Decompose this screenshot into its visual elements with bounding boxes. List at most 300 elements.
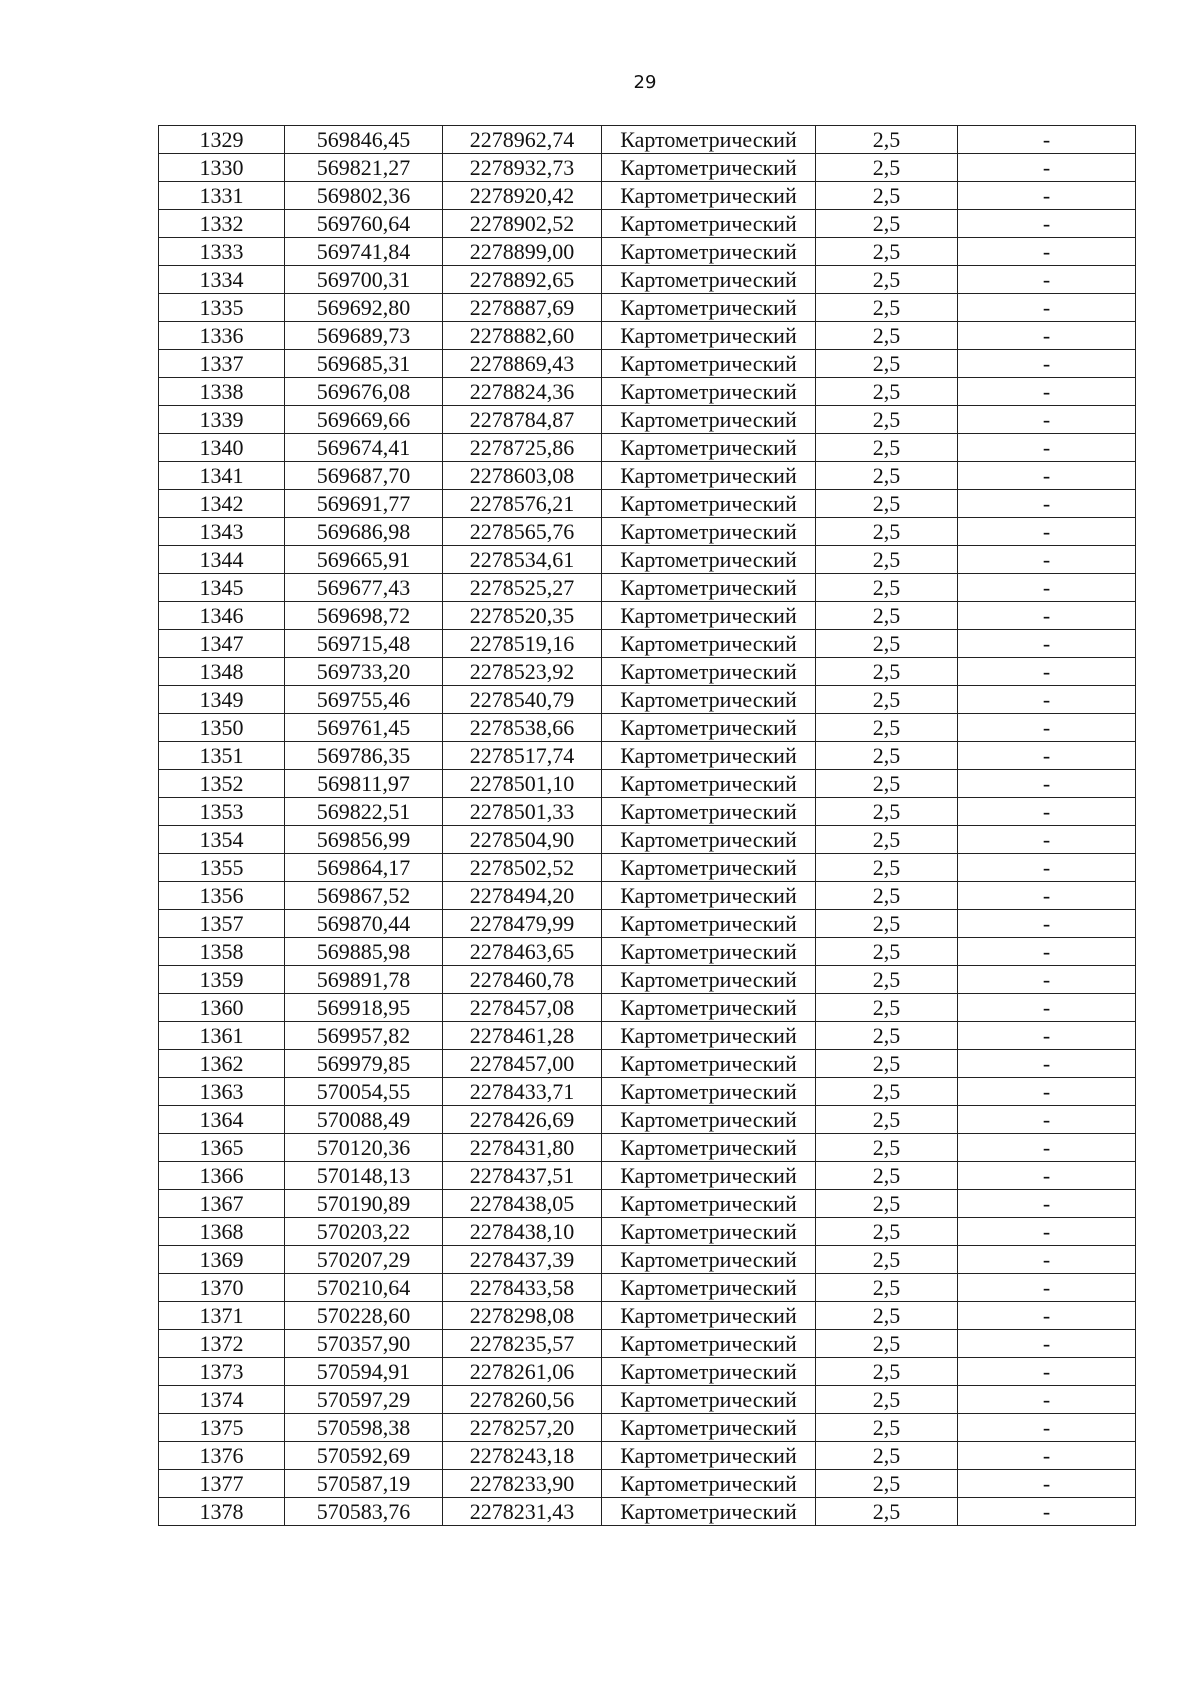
y-coordinate-cell: 2278438,10 [443, 1218, 602, 1246]
description-cell: - [958, 882, 1136, 910]
method-cell: Картометрический [602, 406, 816, 434]
accuracy-cell: 2,5 [816, 826, 958, 854]
table-row [159, 1050, 1136, 1078]
point-number-cell: 1371 [159, 1302, 285, 1330]
table-row [159, 266, 1136, 294]
table-row [159, 574, 1136, 602]
method-cell: Картометрический [602, 910, 816, 938]
x-coordinate-cell: 569979,85 [285, 1050, 443, 1078]
point-number-cell: 1366 [159, 1162, 285, 1190]
method-cell: Картометрический [602, 1330, 816, 1358]
table-row [159, 686, 1136, 714]
y-coordinate-cell: 2278437,51 [443, 1162, 602, 1190]
y-coordinate-cell: 2278899,00 [443, 238, 602, 266]
method-cell: Картометрический [602, 938, 816, 966]
x-coordinate-cell: 569891,78 [285, 966, 443, 994]
y-coordinate-cell: 2278603,08 [443, 462, 602, 490]
accuracy-cell: 2,5 [816, 1106, 958, 1134]
description-cell: - [958, 546, 1136, 574]
accuracy-cell: 2,5 [816, 742, 958, 770]
method-cell: Картометрический [602, 154, 816, 182]
y-coordinate-cell: 2278902,52 [443, 210, 602, 238]
table-row [159, 322, 1136, 350]
description-cell: - [958, 210, 1136, 238]
accuracy-cell: 2,5 [816, 1274, 958, 1302]
point-number-cell: 1377 [159, 1470, 285, 1498]
point-number-cell: 1351 [159, 742, 285, 770]
page-number: 29 [633, 72, 657, 93]
accuracy-cell: 2,5 [816, 798, 958, 826]
accuracy-cell: 2,5 [816, 378, 958, 406]
accuracy-cell: 2,5 [816, 602, 958, 630]
method-cell: Картометрический [602, 1134, 816, 1162]
accuracy-cell: 2,5 [816, 154, 958, 182]
table-row [159, 770, 1136, 798]
description-cell: - [958, 462, 1136, 490]
accuracy-cell: 2,5 [816, 1498, 958, 1526]
x-coordinate-cell: 569686,98 [285, 518, 443, 546]
description-cell: - [958, 350, 1136, 378]
y-coordinate-cell: 2278494,20 [443, 882, 602, 910]
x-coordinate-cell: 569674,41 [285, 434, 443, 462]
description-cell: - [958, 574, 1136, 602]
coordinates-table [158, 125, 1136, 1526]
accuracy-cell: 2,5 [816, 210, 958, 238]
point-number-cell: 1330 [159, 154, 285, 182]
point-number-cell: 1344 [159, 546, 285, 574]
method-cell: Картометрический [602, 602, 816, 630]
table-row [159, 1022, 1136, 1050]
point-number-cell: 1354 [159, 826, 285, 854]
table-row [159, 742, 1136, 770]
table-row [159, 154, 1136, 182]
description-cell: - [958, 910, 1136, 938]
y-coordinate-cell: 2278887,69 [443, 294, 602, 322]
method-cell: Картометрический [602, 182, 816, 210]
point-number-cell: 1341 [159, 462, 285, 490]
description-cell: - [958, 322, 1136, 350]
method-cell: Картометрический [602, 798, 816, 826]
point-number-cell: 1340 [159, 434, 285, 462]
method-cell: Картометрический [602, 686, 816, 714]
y-coordinate-cell: 2278437,39 [443, 1246, 602, 1274]
method-cell: Картометрический [602, 518, 816, 546]
accuracy-cell: 2,5 [816, 1414, 958, 1442]
table-row [159, 406, 1136, 434]
accuracy-cell: 2,5 [816, 294, 958, 322]
y-coordinate-cell: 2278460,78 [443, 966, 602, 994]
description-cell: - [958, 994, 1136, 1022]
accuracy-cell: 2,5 [816, 1218, 958, 1246]
x-coordinate-cell: 570594,91 [285, 1358, 443, 1386]
table-row [159, 434, 1136, 462]
description-cell: - [958, 798, 1136, 826]
point-number-cell: 1365 [159, 1134, 285, 1162]
method-cell: Картометрический [602, 1302, 816, 1330]
description-cell: - [958, 1302, 1136, 1330]
table-row [159, 798, 1136, 826]
method-cell: Картометрический [602, 238, 816, 266]
accuracy-cell: 2,5 [816, 714, 958, 742]
description-cell: - [958, 742, 1136, 770]
method-cell: Картометрический [602, 714, 816, 742]
x-coordinate-cell: 569715,48 [285, 630, 443, 658]
method-cell: Картометрический [602, 546, 816, 574]
table-row [159, 1246, 1136, 1274]
y-coordinate-cell: 2278519,16 [443, 630, 602, 658]
method-cell: Картометрический [602, 1078, 816, 1106]
method-cell: Картометрический [602, 1022, 816, 1050]
description-cell: - [958, 154, 1136, 182]
y-coordinate-cell: 2278517,74 [443, 742, 602, 770]
table-row [159, 518, 1136, 546]
point-number-cell: 1347 [159, 630, 285, 658]
method-cell: Картометрический [602, 1498, 816, 1526]
method-cell: Картометрический [602, 210, 816, 238]
point-number-cell: 1356 [159, 882, 285, 910]
point-number-cell: 1338 [159, 378, 285, 406]
y-coordinate-cell: 2278433,58 [443, 1274, 602, 1302]
description-cell: - [958, 1274, 1136, 1302]
y-coordinate-cell: 2278438,05 [443, 1190, 602, 1218]
y-coordinate-cell: 2278523,92 [443, 658, 602, 686]
x-coordinate-cell: 569957,82 [285, 1022, 443, 1050]
description-cell: - [958, 434, 1136, 462]
y-coordinate-cell: 2278231,43 [443, 1498, 602, 1526]
point-number-cell: 1378 [159, 1498, 285, 1526]
x-coordinate-cell: 569733,20 [285, 658, 443, 686]
table-row [159, 1106, 1136, 1134]
accuracy-cell: 2,5 [816, 1302, 958, 1330]
y-coordinate-cell: 2278525,27 [443, 574, 602, 602]
description-cell: - [958, 490, 1136, 518]
x-coordinate-cell: 570592,69 [285, 1442, 443, 1470]
point-number-cell: 1339 [159, 406, 285, 434]
x-coordinate-cell: 569689,73 [285, 322, 443, 350]
table-row [159, 238, 1136, 266]
x-coordinate-cell: 569700,31 [285, 266, 443, 294]
table-row [159, 1274, 1136, 1302]
accuracy-cell: 2,5 [816, 574, 958, 602]
table-row [159, 630, 1136, 658]
point-number-cell: 1358 [159, 938, 285, 966]
description-cell: - [958, 826, 1136, 854]
y-coordinate-cell: 2278540,79 [443, 686, 602, 714]
x-coordinate-cell: 570357,90 [285, 1330, 443, 1358]
accuracy-cell: 2,5 [816, 266, 958, 294]
y-coordinate-cell: 2278431,80 [443, 1134, 602, 1162]
table-row [159, 714, 1136, 742]
accuracy-cell: 2,5 [816, 1162, 958, 1190]
table-row [159, 1470, 1136, 1498]
method-cell: Картометрический [602, 1442, 816, 1470]
y-coordinate-cell: 2278260,56 [443, 1386, 602, 1414]
point-number-cell: 1348 [159, 658, 285, 686]
y-coordinate-cell: 2278565,76 [443, 518, 602, 546]
method-cell: Картометрический [602, 350, 816, 378]
x-coordinate-cell: 569867,52 [285, 882, 443, 910]
point-number-cell: 1345 [159, 574, 285, 602]
method-cell: Картометрический [602, 1386, 816, 1414]
table-row [159, 350, 1136, 378]
y-coordinate-cell: 2278504,90 [443, 826, 602, 854]
description-cell: - [958, 126, 1136, 154]
method-cell: Картометрический [602, 322, 816, 350]
table-row [159, 1498, 1136, 1526]
method-cell: Картометрический [602, 994, 816, 1022]
y-coordinate-cell: 2278457,08 [443, 994, 602, 1022]
accuracy-cell: 2,5 [816, 238, 958, 266]
x-coordinate-cell: 569811,97 [285, 770, 443, 798]
description-cell: - [958, 1330, 1136, 1358]
description-cell: - [958, 1358, 1136, 1386]
y-coordinate-cell: 2278920,42 [443, 182, 602, 210]
method-cell: Картометрический [602, 574, 816, 602]
point-number-cell: 1368 [159, 1218, 285, 1246]
y-coordinate-cell: 2278426,69 [443, 1106, 602, 1134]
description-cell: - [958, 266, 1136, 294]
coordinates-table-body [159, 126, 1136, 1526]
method-cell: Картометрический [602, 742, 816, 770]
accuracy-cell: 2,5 [816, 434, 958, 462]
description-cell: - [958, 1246, 1136, 1274]
accuracy-cell: 2,5 [816, 1134, 958, 1162]
y-coordinate-cell: 2278538,66 [443, 714, 602, 742]
x-coordinate-cell: 570210,64 [285, 1274, 443, 1302]
table-row [159, 1414, 1136, 1442]
y-coordinate-cell: 2278463,65 [443, 938, 602, 966]
point-number-cell: 1343 [159, 518, 285, 546]
accuracy-cell: 2,5 [816, 1442, 958, 1470]
y-coordinate-cell: 2278520,35 [443, 602, 602, 630]
table-row [159, 826, 1136, 854]
description-cell: - [958, 238, 1136, 266]
accuracy-cell: 2,5 [816, 854, 958, 882]
accuracy-cell: 2,5 [816, 1358, 958, 1386]
accuracy-cell: 2,5 [816, 770, 958, 798]
table-row [159, 938, 1136, 966]
table-row [159, 1134, 1136, 1162]
y-coordinate-cell: 2278479,99 [443, 910, 602, 938]
table-row [159, 1162, 1136, 1190]
x-coordinate-cell: 570120,36 [285, 1134, 443, 1162]
accuracy-cell: 2,5 [816, 518, 958, 546]
point-number-cell: 1352 [159, 770, 285, 798]
x-coordinate-cell: 570054,55 [285, 1078, 443, 1106]
point-number-cell: 1372 [159, 1330, 285, 1358]
accuracy-cell: 2,5 [816, 686, 958, 714]
y-coordinate-cell: 2278233,90 [443, 1470, 602, 1498]
point-number-cell: 1329 [159, 126, 285, 154]
accuracy-cell: 2,5 [816, 126, 958, 154]
description-cell: - [958, 1162, 1136, 1190]
x-coordinate-cell: 569870,44 [285, 910, 443, 938]
x-coordinate-cell: 569687,70 [285, 462, 443, 490]
point-number-cell: 1342 [159, 490, 285, 518]
point-number-cell: 1361 [159, 1022, 285, 1050]
method-cell: Картометрический [602, 462, 816, 490]
accuracy-cell: 2,5 [816, 910, 958, 938]
description-cell: - [958, 686, 1136, 714]
accuracy-cell: 2,5 [816, 994, 958, 1022]
accuracy-cell: 2,5 [816, 1246, 958, 1274]
method-cell: Картометрический [602, 658, 816, 686]
description-cell: - [958, 1386, 1136, 1414]
point-number-cell: 1364 [159, 1106, 285, 1134]
method-cell: Картометрический [602, 1106, 816, 1134]
description-cell: - [958, 1078, 1136, 1106]
x-coordinate-cell: 570597,29 [285, 1386, 443, 1414]
description-cell: - [958, 1218, 1136, 1246]
point-number-cell: 1376 [159, 1442, 285, 1470]
x-coordinate-cell: 569918,95 [285, 994, 443, 1022]
method-cell: Картометрический [602, 266, 816, 294]
description-cell: - [958, 1106, 1136, 1134]
y-coordinate-cell: 2278235,57 [443, 1330, 602, 1358]
table-row [159, 994, 1136, 1022]
table-row [159, 602, 1136, 630]
y-coordinate-cell: 2278502,52 [443, 854, 602, 882]
y-coordinate-cell: 2278892,65 [443, 266, 602, 294]
accuracy-cell: 2,5 [816, 630, 958, 658]
table-row [159, 378, 1136, 406]
description-cell: - [958, 938, 1136, 966]
x-coordinate-cell: 569676,08 [285, 378, 443, 406]
point-number-cell: 1369 [159, 1246, 285, 1274]
point-number-cell: 1332 [159, 210, 285, 238]
x-coordinate-cell: 570207,29 [285, 1246, 443, 1274]
accuracy-cell: 2,5 [816, 1190, 958, 1218]
point-number-cell: 1370 [159, 1274, 285, 1302]
table-row [159, 1330, 1136, 1358]
x-coordinate-cell: 570203,22 [285, 1218, 443, 1246]
accuracy-cell: 2,5 [816, 406, 958, 434]
method-cell: Картометрический [602, 1218, 816, 1246]
point-number-cell: 1363 [159, 1078, 285, 1106]
method-cell: Картометрический [602, 1414, 816, 1442]
method-cell: Картометрический [602, 966, 816, 994]
point-number-cell: 1337 [159, 350, 285, 378]
point-number-cell: 1359 [159, 966, 285, 994]
method-cell: Картометрический [602, 770, 816, 798]
y-coordinate-cell: 2278433,71 [443, 1078, 602, 1106]
method-cell: Картометрический [602, 434, 816, 462]
x-coordinate-cell: 569786,35 [285, 742, 443, 770]
accuracy-cell: 2,5 [816, 350, 958, 378]
point-number-cell: 1353 [159, 798, 285, 826]
x-coordinate-cell: 569665,91 [285, 546, 443, 574]
description-cell: - [958, 182, 1136, 210]
table-row [159, 294, 1136, 322]
table-row [159, 126, 1136, 154]
accuracy-cell: 2,5 [816, 658, 958, 686]
description-cell: - [958, 1442, 1136, 1470]
point-number-cell: 1334 [159, 266, 285, 294]
description-cell: - [958, 714, 1136, 742]
x-coordinate-cell: 569885,98 [285, 938, 443, 966]
table-row [159, 462, 1136, 490]
table-row [159, 1078, 1136, 1106]
table-row [159, 854, 1136, 882]
x-coordinate-cell: 569692,80 [285, 294, 443, 322]
x-coordinate-cell: 569864,17 [285, 854, 443, 882]
x-coordinate-cell: 569856,99 [285, 826, 443, 854]
table-row [159, 490, 1136, 518]
description-cell: - [958, 630, 1136, 658]
table-row [159, 210, 1136, 238]
table-row [159, 910, 1136, 938]
accuracy-cell: 2,5 [816, 1386, 958, 1414]
point-number-cell: 1375 [159, 1414, 285, 1442]
x-coordinate-cell: 570598,38 [285, 1414, 443, 1442]
x-coordinate-cell: 569846,45 [285, 126, 443, 154]
table-row [159, 1190, 1136, 1218]
point-number-cell: 1331 [159, 182, 285, 210]
accuracy-cell: 2,5 [816, 322, 958, 350]
method-cell: Картометрический [602, 854, 816, 882]
method-cell: Картометрический [602, 1358, 816, 1386]
x-coordinate-cell: 569698,72 [285, 602, 443, 630]
x-coordinate-cell: 569761,45 [285, 714, 443, 742]
x-coordinate-cell: 569760,64 [285, 210, 443, 238]
point-number-cell: 1362 [159, 1050, 285, 1078]
description-cell: - [958, 770, 1136, 798]
y-coordinate-cell: 2278457,00 [443, 1050, 602, 1078]
y-coordinate-cell: 2278576,21 [443, 490, 602, 518]
table-row [159, 182, 1136, 210]
table-row [159, 1386, 1136, 1414]
accuracy-cell: 2,5 [816, 938, 958, 966]
table-row [159, 1358, 1136, 1386]
accuracy-cell: 2,5 [816, 462, 958, 490]
y-coordinate-cell: 2278784,87 [443, 406, 602, 434]
y-coordinate-cell: 2278243,18 [443, 1442, 602, 1470]
method-cell: Картометрический [602, 490, 816, 518]
point-number-cell: 1336 [159, 322, 285, 350]
y-coordinate-cell: 2278501,10 [443, 770, 602, 798]
accuracy-cell: 2,5 [816, 966, 958, 994]
y-coordinate-cell: 2278257,20 [443, 1414, 602, 1442]
method-cell: Картометрический [602, 630, 816, 658]
method-cell: Картометрический [602, 126, 816, 154]
y-coordinate-cell: 2278534,61 [443, 546, 602, 574]
method-cell: Картометрический [602, 882, 816, 910]
point-number-cell: 1346 [159, 602, 285, 630]
x-coordinate-cell: 569691,77 [285, 490, 443, 518]
x-coordinate-cell: 570587,19 [285, 1470, 443, 1498]
point-number-cell: 1349 [159, 686, 285, 714]
x-coordinate-cell: 569822,51 [285, 798, 443, 826]
method-cell: Картометрический [602, 1274, 816, 1302]
description-cell: - [958, 1470, 1136, 1498]
point-number-cell: 1333 [159, 238, 285, 266]
description-cell: - [958, 378, 1136, 406]
x-coordinate-cell: 569821,27 [285, 154, 443, 182]
method-cell: Картометрический [602, 1190, 816, 1218]
method-cell: Картометрический [602, 378, 816, 406]
point-number-cell: 1367 [159, 1190, 285, 1218]
description-cell: - [958, 1022, 1136, 1050]
accuracy-cell: 2,5 [816, 1050, 958, 1078]
table-row [159, 1442, 1136, 1470]
description-cell: - [958, 658, 1136, 686]
y-coordinate-cell: 2278932,73 [443, 154, 602, 182]
point-number-cell: 1360 [159, 994, 285, 1022]
point-number-cell: 1374 [159, 1386, 285, 1414]
table-row [159, 1302, 1136, 1330]
x-coordinate-cell: 570228,60 [285, 1302, 443, 1330]
y-coordinate-cell: 2278725,86 [443, 434, 602, 462]
